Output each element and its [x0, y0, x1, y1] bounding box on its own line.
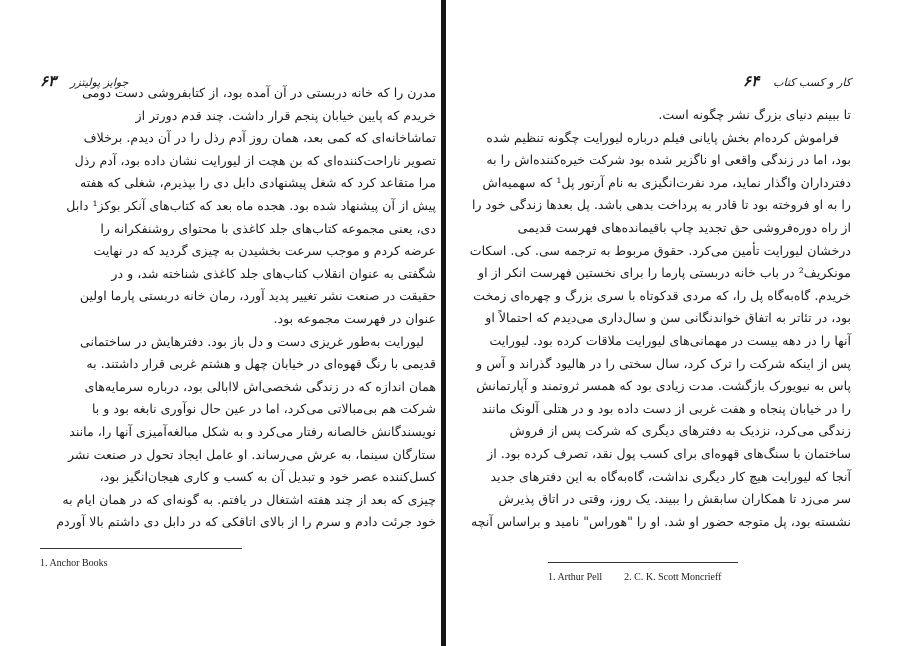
text-line: لیورایت به‌طور غریزی دست و دل باز بود. دفترهایش در ساختمانی — [80, 333, 424, 349]
text-line: پس از اینکه شرکت را ترک کرد، سال سختی را در هالیود گذراند و آس و — [476, 355, 851, 371]
footnote: 2. C. K. Scott Moncrieff — [624, 572, 722, 583]
text-line: عرضه کردم و موجب سرعت بخشیدن به چیزی گردید که در نهایت — [93, 243, 436, 259]
text-line: نشسته بود، پل متوجه حضور او شد. او را "هوراس" نامید و براساس آنچه — [471, 513, 851, 529]
right-page-header — [743, 71, 851, 91]
text-line: درخشان لیورایت تأمین می‌کرد. حقوق مربوط به ترجمه سی. کی. اسکات — [469, 242, 851, 258]
text-line: خریدم که پایین خیابان پنجم قرار داشت. چند قدم دورتر از — [135, 107, 436, 123]
text-line: چیزی که بعد از چند هفته اشتغال در یافتم. به گونه‌ای که در همان ایام به — [62, 491, 436, 507]
text-line: قدیمی با رنگ قهوه‌ای در خیابان چهل و هشتم غربی قرار داشتند. به — [86, 356, 436, 372]
right-footnotes — [548, 571, 743, 585]
text-line: مدرن را که خانه دربستی در آن آمده بود، از کتابفروشی دست دومی — [82, 85, 436, 100]
right-page-number: ۶۴ — [743, 72, 760, 90]
text-line: بود، اما در زندگی واقعی او ناگزیر شده بود شرکت خیره‌کننده‌اش را به — [486, 152, 851, 168]
text-line: آنجا که لیورایت هیچ کار دیگری نداشت، گاه‌به‌گاه به این دفترهای جدید — [490, 468, 851, 484]
text-line: تصویر ناراحت‌کننده‌ای که بن هچت از لیورایت نشان داده بود، آدم رذل — [74, 152, 436, 168]
text-line: زندگی می‌کرد، نزدیک به دفترهای دیگری که شرکت پس از فروش — [509, 423, 851, 439]
text-line: تا ببینم دنیای بزرگ نشر چگونه است. — [658, 107, 851, 122]
text-line: پاس به نیویورک بازگشت. مدت زیادی بود که همسر ثروتمند و آپارتمانش — [476, 378, 851, 394]
right-page-running-title: کار و کسب کتاب — [773, 76, 851, 89]
right-page — [450, 0, 911, 646]
text-line: کسل‌کننده عصر خود و تبدیل آن به کسب و کاری هیجان‌انگیز بود، — [99, 469, 436, 485]
left-footnotes — [40, 557, 130, 571]
right-page-body — [469, 104, 851, 533]
text-line: ستارگان سینما، به عرش می‌رساند. او عامل ایجاد تحول در صنعت نشر — [67, 446, 436, 462]
text-line: همان اندازه که در زندگی شخصی‌اش لاابالی بود، درباره سرمایه‌های — [84, 378, 436, 394]
footnote: 1. Anchor Books — [40, 558, 108, 569]
text-line: نویسندگانش خالصانه رفتار می‌کرد و به شکل مبالغه‌آمیزی آنها را، مانند — [69, 423, 436, 439]
book-spine — [441, 0, 446, 646]
right-footnote-rule — [548, 562, 738, 563]
text-line: پیش از آن پیشنهاد شده بود. هجده ماه بعد که کتاب‌های آنکر بوکز¹ دابل — [66, 197, 436, 213]
left-page-number: ۶۳ — [40, 72, 57, 90]
footnote: 1. Arthur Pell — [548, 572, 603, 583]
text-line: را در خیابان پنجاه و هفت غربی از دست داده بود و در هتلی آلونک مانند — [481, 400, 851, 416]
left-footnote-rule — [40, 548, 242, 549]
text-line: را به او فروخته بود تا قادر به پرداخت بدهی باشد. پل بعدها زندگی خود را — [472, 197, 851, 213]
left-page — [0, 0, 438, 646]
text-line: حقیقت در صنعت نشر تغییر پدید آورد، رمان خانه دربستی پارما اولین — [79, 288, 436, 304]
text-line: از راه دوره‌فروشی حق تجدید چاپ باقیمانده‌های فهرست قدیمی — [517, 219, 851, 235]
text-line: خریدم. گاه‌به‌گاه پل را، که مردی قدکوتاه با سری بزرگ و چهره‌ای زمخت — [473, 287, 851, 303]
text-line: دفترداران واگذار نماید، مرد نفرت‌انگیزی به نام آرتور پل¹ که سهمیه‌اش — [482, 174, 851, 190]
text-line: آنها را در دهه بیست در مهمانی‌های لیورایت ملاقات کرده بود. لیورایت — [489, 332, 851, 348]
text-line: سر می‌زد تا همکاران سابقش را ببیند. یک روز، وقتی در اتاق پذیرش — [498, 491, 851, 507]
text-line: ساختمان با سنگ‌های قهوه‌ای برای کسب پول نقد، تصرف کرده بود. از — [487, 445, 851, 461]
text-line: دی، یعنی مجموعه کتاب‌های جلد کاغذی با محتوای روشنفکرانه را — [100, 220, 436, 236]
text-line: مرا متقاعد کرد که شغل پیشنهادی دابل دی را بپذیرم، شغلی که هفته — [79, 175, 436, 191]
text-line: فراموش کرده‌ام بخش پایانی فیلم درباره لیورایت چگونه تنظیم شده — [486, 129, 839, 145]
left-page-body — [40, 82, 436, 534]
text-line: خود جرئت دادم و سرم را از بالای اتاقکی که در دابل دی داشتم بالا آوردم — [56, 514, 436, 530]
text-line: شرکت هم بی‌مبالاتی می‌کرد، اما در عین حال نوآوری نابغه بود و با — [91, 401, 436, 417]
text-line: عنوان در فهرست مجموعه بود. — [273, 310, 436, 326]
text-line: تماشاخانه‌ای که کمی بعد، همان روز آدم رذل را در آن دیدم. برخلاف — [83, 130, 436, 146]
left-page-running-title: جوایز پولیتزر — [70, 76, 129, 89]
text-line: بود، در تئاتر به اتفاق خواندنگانی سن و سال‌داری می‌دیدم که احتمالاً او — [485, 310, 851, 326]
text-line: شگفتی به عنوان انقلاب کتاب‌های جلد کاغذی شناخته شد، و در — [111, 265, 436, 281]
text-line: مونکریف² در باب خانه دربستی پارما را برای نخستین فهرست انکر از او — [477, 265, 851, 281]
